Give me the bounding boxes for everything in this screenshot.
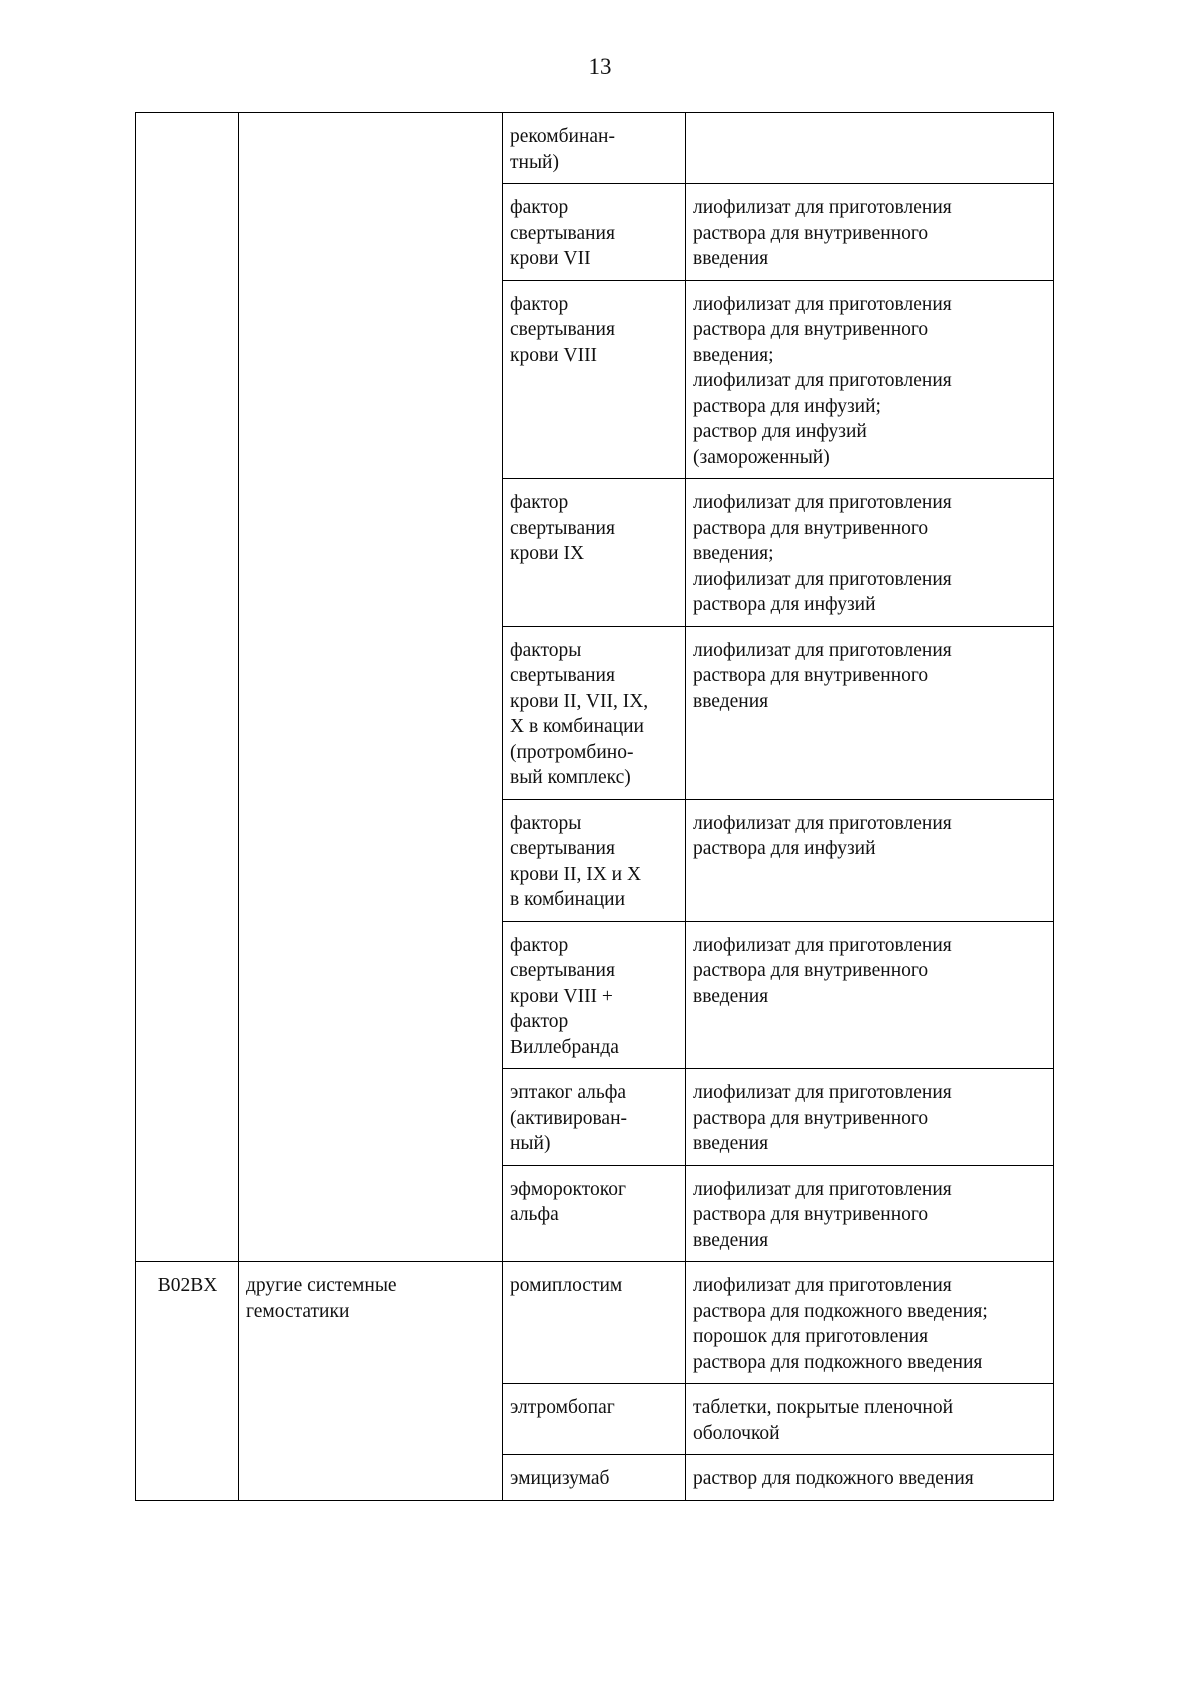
- table-row: [136, 113, 1054, 184]
- dosage-form-cell: лиофилизат для приготовления раствора для внутривенного введения: [686, 1069, 1054, 1166]
- substance-cell: элтромбопаг: [503, 1384, 686, 1455]
- dosage-form-cell: лиофилизат для приготовления раствора для подкожного введения; порошок для приготовления раствора для подкожного введения: [686, 1262, 1054, 1384]
- atc-code-cell: [136, 113, 239, 1262]
- substance-cell: рекомбинан- тный): [503, 113, 686, 184]
- dosage-form-cell: лиофилизат для приготовления раствора для внутривенного введения: [686, 1165, 1054, 1262]
- substance-cell: фактор свертывания крови VIII + фактор Виллебранда: [503, 921, 686, 1069]
- substance-cell: эптаког альфа (активирован- ный): [503, 1069, 686, 1166]
- dosage-form-cell: лиофилизат для приготовления раствора для инфузий: [686, 799, 1054, 921]
- substance-cell: ромиплостим: [503, 1262, 686, 1384]
- atc-code-cell: B02BX: [136, 1262, 239, 1501]
- dosage-form-cell: раствор для подкожного введения: [686, 1455, 1054, 1501]
- substance-cell: фактор свертывания крови IX: [503, 479, 686, 627]
- dosage-form-cell: лиофилизат для приготовления раствора для внутривенного введения; лиофилизат для приготовления раствора для инфузий: [686, 479, 1054, 627]
- substance-cell: эфмороктоког альфа: [503, 1165, 686, 1262]
- substance-cell: фактор свертывания крови VIII: [503, 280, 686, 479]
- atc-group-cell: другие системные гемостатики: [239, 1262, 503, 1501]
- substance-cell: факторы свертывания крови II, IX и X в комбинации: [503, 799, 686, 921]
- substance-cell: факторы свертывания крови II, VII, IX, X в комбинации (протромбино- вый комплекс): [503, 626, 686, 799]
- dosage-form-cell: лиофилизат для приготовления раствора для внутривенного введения: [686, 626, 1054, 799]
- drug-table: [135, 112, 1054, 1501]
- dosage-form-cell: лиофилизат для приготовления раствора для внутривенного введения; лиофилизат для приготовления раствора для инфузий; раствор для инфузий (замороженный): [686, 280, 1054, 479]
- dosage-form-cell: [686, 113, 1054, 184]
- dosage-form-cell: лиофилизат для приготовления раствора для внутривенного введения: [686, 184, 1054, 281]
- dosage-form-cell: лиофилизат для приготовления раствора для внутривенного введения: [686, 921, 1054, 1069]
- atc-group-cell: [239, 113, 503, 1262]
- table-row: [136, 1262, 1054, 1384]
- substance-cell: эмицизумаб: [503, 1455, 686, 1501]
- dosage-form-cell: таблетки, покрытые пленочной оболочкой: [686, 1384, 1054, 1455]
- page-number: 13: [588, 54, 612, 79]
- substance-cell: фактор свертывания крови VII: [503, 184, 686, 281]
